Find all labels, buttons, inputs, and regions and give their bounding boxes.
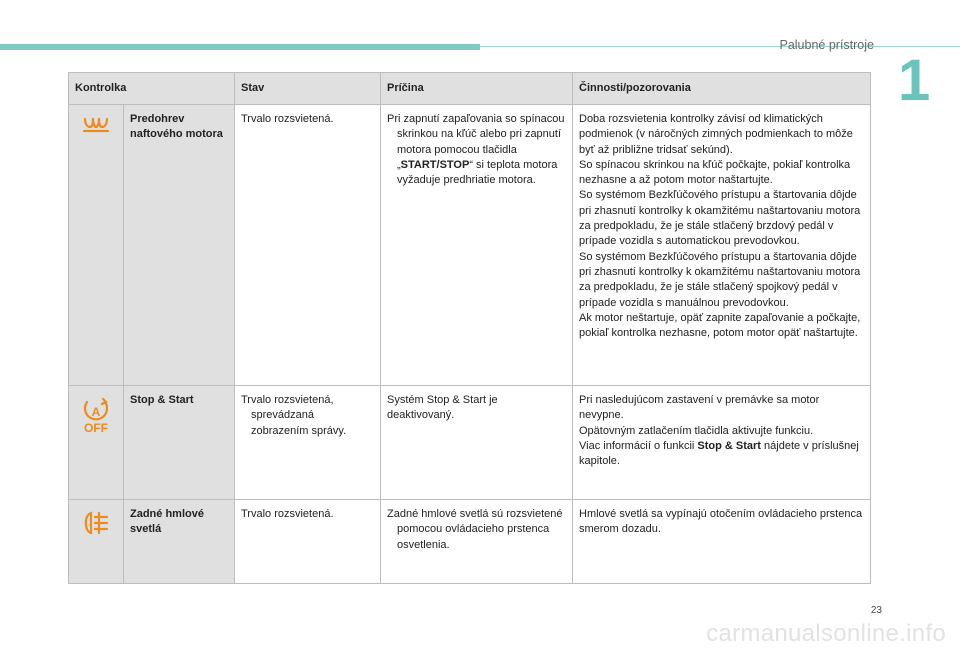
indicator-icon-cell [69,105,124,386]
column-header-actions: Činnosti/pozorovania [573,73,871,105]
cause-text-pre: Pri zapnutí zapaľovania so spínacou skrinkou na kľúč alebo pri zapnutí motora pomocou tlačidla „ [387,113,565,171]
cause-text-bold: START/STOP [400,158,470,171]
indicator-name: Stop & Start [124,386,235,500]
table-header-row [69,73,871,105]
table-row [69,500,871,584]
action-line: So spínacou skrinkou na kľúč počkajte, pokiaľ kontrolka nezhasne a až potom motor naštartujte. [579,158,851,187]
stop-start-letter: A [91,405,101,419]
header-accent-bar [0,44,480,50]
indicator-table [68,72,871,584]
column-header-state: Stav [235,73,381,105]
cause-text: Zadné hmlové svetlá sú rozsvietené pomocou ovládacieho prstenca osvetlenia. [387,508,563,551]
indicator-actions: Hmlové svetlá sa vypínajú otočením ovládacieho prstenca smerom dozadu. [573,500,871,584]
stop-start-off-icon [79,396,113,439]
column-header-cause: Príčina [381,73,573,105]
header-rule [480,46,960,47]
footer-watermark: carmanualsonline.info [706,620,946,647]
section-title: Palubné prístroje [779,38,874,52]
cause-text-post: “ si teplota motora vyžaduje predhriatie motora. [397,158,558,187]
chapter-number: 1 [898,48,931,113]
action-line: Pri nasledujúcom zastavení v premávke sa motor nevypne. [579,394,820,422]
action-text-pre: Viac informácií o funkcii [579,439,698,452]
indicator-icon-cell [69,386,124,500]
indicator-cause [381,500,573,584]
table-row [69,386,871,500]
action-line: So systémom Bezkľúčového prístupu a štartovania dôjde pri zhasnutí kontrolky k okamžitému naštartovaniu motora za predpokladu, že je stále stlačený brzdový pedál v prípade vozidla s automatickou prevodovkou. [579,189,861,248]
action-line [579,439,864,470]
table-row [69,105,871,386]
state-text: Trvalo rozsvietená, sprevádzaná zobrazením správy. [241,394,347,437]
page-number: 23 [870,605,882,616]
indicator-state [235,386,381,500]
action-text-bold: Stop & Start [697,439,761,452]
stop-start-off-label: OFF [84,421,108,434]
indicator-cause: Systém Stop & Start je deaktivovaný. [381,386,573,500]
indicator-state: Trvalo rozsvietená. [235,105,381,386]
indicator-icon-cell [69,500,124,584]
indicator-name: Predohrev naftového motora [124,105,235,386]
indicator-actions [573,105,871,386]
indicator-cause [381,105,573,386]
action-line: Doba rozsvietenia kontrolky závisí od klimatických podmienok (v náročných zimných podmienkach to môže byť až približne tridsať sekúnd). [579,113,853,156]
rear-fog-light-icon [81,510,111,541]
action-text-post: nájdete v príslušnej kapitole. [579,439,859,468]
action-line: Opätovným zatlačením tlačidla aktivujte funkciu. [579,424,814,437]
action-line: So systémom Bezkľúčového prístupu a štartovania dôjde pri zhasnutí kontrolky k okamžitému naštartovaniu motora za predpokladu, že je stále stlačený spojkový pedál v prípade vozidla s manuálnou prevodovkou. [579,250,861,309]
glow-plug-icon [82,115,110,140]
column-header-indicator: Kontrolka [69,73,235,105]
action-line: Ak motor neštartuje, opäť zapnite zapaľovanie a počkajte, pokiaľ kontrolka nezhasne, potom motor opäť naštartujte. [579,311,861,340]
indicator-actions [573,386,871,500]
indicator-name: Zadné hmlové svetlá [124,500,235,584]
indicator-state: Trvalo rozsvietená. [235,500,381,584]
